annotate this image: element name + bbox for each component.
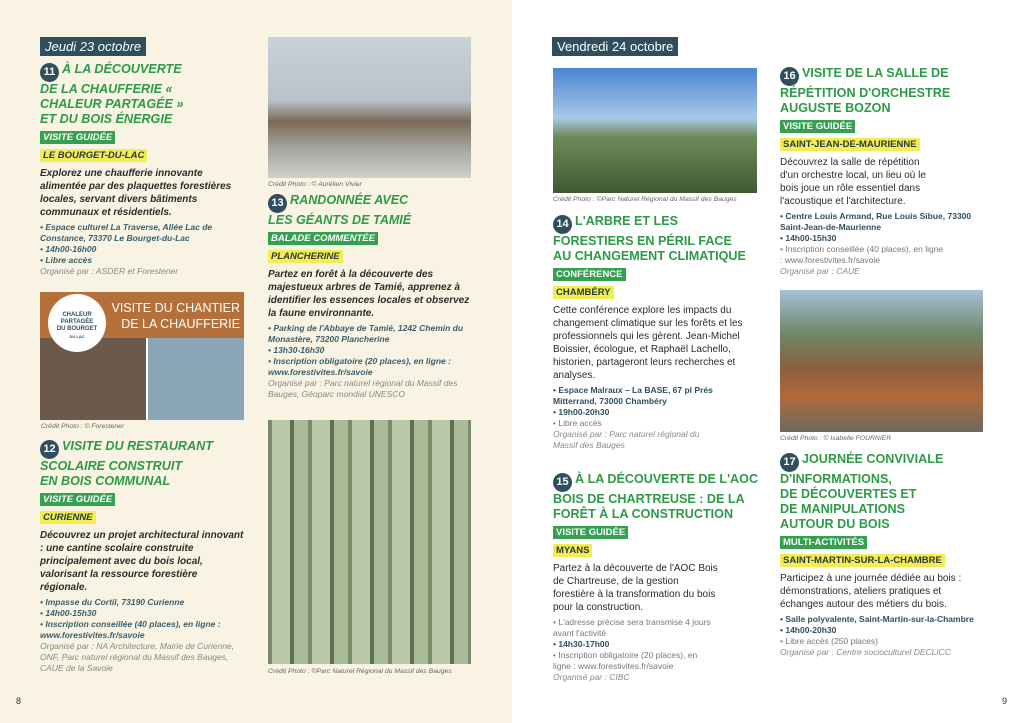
address-note: • L'adresse précise sera transmise 4 jours avant l'activité [553, 617, 711, 638]
chaleur-partagee-logo: CHALEUR PARTAGÉE DU BOURGET DU LAC [48, 294, 106, 352]
event-title [40, 62, 246, 127]
event-description: Explorez une chaufferie innovante alimentée par des plaquettes forestières locales, servant divers bâtiments communaux et résidentiels. [40, 168, 232, 218]
organizer: Organisé par : CIBC [553, 672, 630, 682]
event-number: 12 [40, 440, 59, 459]
event-description: Découvrez la salle de répétition d'un orchestre local, un lieu où le bois joue un rôle essentiel dans l'acoustique et l'architecture. [780, 157, 926, 207]
forest-photo [268, 420, 471, 664]
day-header: Jeudi 23 octobre [40, 37, 146, 56]
event-number: 15 [553, 473, 572, 492]
location-badge: CURIENNE [40, 511, 96, 524]
registration: • Inscription obligatoire (20 places), en ligne : www.forestivites.fr/savoie [268, 356, 451, 377]
event-details [268, 323, 480, 400]
photo-credit: Crédit Photo : ©Parc Naturel Régional du Massif des Bauges [553, 196, 737, 203]
access: • Libre accès [553, 418, 602, 428]
banner-title: VISITE DU CHANTIER DE LA CHAUFFERIE [111, 301, 240, 331]
title-line: DE LA CHAUFFERIE « [40, 82, 173, 96]
event-details [553, 617, 713, 683]
address: • Parking de l'Abbaye de Tamié, 1242 Chemin du Monastère, 73200 Plancherine [268, 323, 464, 344]
address: • Espace culturel La Traverse, Allée Lac de Constance, 73370 Le Bourget-du-Lac [40, 222, 213, 243]
event-type-badge: VISITE GUIDÉE [780, 120, 855, 133]
event-title: 17 JOURNÉE CONVIVIALE D'INFORMATIONS, DE DÉCOUVERTES ET DE MANIPULATIONS AUTOUR DU BOIS [780, 452, 944, 531]
time: • 13h30-16h30 [268, 345, 325, 355]
organizer: Organisé par : ASDER et Forestener [40, 266, 179, 276]
location-badge: MYANS [553, 544, 592, 557]
column-1 [40, 37, 246, 277]
event-title: 16 VISITE DE LA SALLE DE RÉPÉTITION D'ORCHESTRE AUGUSTE BOZON [780, 66, 951, 115]
organizer: Organisé par : CAUE [780, 266, 860, 276]
registration: • Inscription conseillée (40 places), en ligne : www.forestivites.fr/savoie [780, 244, 944, 265]
column-4-event-17 [780, 452, 995, 658]
time: • 14h00-15h30 [780, 233, 837, 243]
address: • Espace Malraux – La BASE, 67 pl Prés Mitterrand, 73000 Chambéry [553, 385, 713, 406]
organizer: Organisé par : Centre socioculturel DECLICC [780, 647, 952, 657]
page-number: 8 [16, 696, 22, 706]
event-type-badge: BALADE COMMENTÉE [268, 232, 378, 245]
photo-credit: Crédit Photo : ©Parc Naturel Régional du Massif des Bauges [268, 668, 452, 675]
location-badge: CHAMBÉRY [553, 286, 614, 299]
event-details [40, 597, 246, 674]
column-1-event-12 [40, 439, 246, 674]
title-line: À LA DÉCOUVERTE [62, 62, 182, 76]
event-number: 14 [553, 215, 572, 234]
photo-credit: Crédit Photo : © Forestener [41, 423, 125, 430]
time: • 14h00-16h00 [40, 244, 97, 254]
location-badge: PLANCHERINE [268, 250, 343, 263]
event-description: Participez à une journée dédiée au bois : démonstrations, ateliers pratiques et échanges autour des métiers du bois. [780, 573, 962, 610]
event-details [780, 211, 990, 277]
column-2 [268, 193, 480, 400]
event-title: 14 L'ARBRE ET LES FORESTIERS EN PÉRIL FACE AU CHANGEMENT CLIMATIQUE [553, 214, 746, 263]
access: • Libre accès (250 places) [780, 636, 878, 646]
event-description: Cette conférence explore les impacts du changement climatique sur les forêts et les professionnels qui les gèrent. Jean-Michel Boissier, écologue, et Raphaël Lachello, historien, partageront leurs recherches et analyses. [553, 305, 743, 381]
chantier-banner-image [40, 292, 244, 420]
event-details [40, 222, 246, 277]
page-number: 9 [1002, 696, 1008, 706]
event-description: Partez à la découverte de l'AOC Bois de Chartreuse, de la gestion forestière à la transformation du bois pour la construction. [553, 563, 718, 613]
event-title: 12 VISITE DU RESTAURANT SCOLAIRE CONSTRUIT EN BOIS COMMUNAL [40, 439, 213, 488]
event-type-badge: MULTI-ACTIVITÉS [780, 536, 867, 549]
event-type-badge: VISITE GUIDÉE [40, 131, 115, 144]
event-title: 13 RANDONNÉE AVEC LES GÉANTS DE TAMIÉ [268, 193, 412, 227]
dead-trees-photo [553, 68, 757, 193]
right-page [512, 0, 1024, 723]
event-number: 13 [268, 194, 287, 213]
address: • Centre Louis Armand, Rue Louis Sibue, 73300 Saint-Jean-de-Maurienne [780, 211, 972, 232]
location-badge: LE BOURGET-DU-LAC [40, 149, 147, 162]
access: • Libre accès [40, 255, 93, 265]
event-description: Découvrez un projet architectural innovant : une cantine scolaire construite principalement avec du bois local, valorisant la ressource forestière régionale. [40, 530, 244, 593]
address: • Impasse du Cortil, 73190 Curienne [40, 597, 185, 607]
event-details [780, 614, 995, 658]
time: • 14h00-15h30 [40, 608, 97, 618]
column-3-event-14 [553, 214, 768, 451]
event-type-badge: VISITE GUIDÉE [40, 493, 115, 506]
organizer: Organisé par : NA Architecture, Mairie de Curienne, ONF, Parc naturel régional du Massif des Bauges, CAUE de la Savoie [40, 641, 235, 673]
registration: • Inscription conseillée (40 places), en ligne : www.forestivites.fr/savoie [40, 619, 221, 640]
day-header: Vendredi 24 octobre [552, 37, 678, 56]
column-3 [552, 37, 758, 62]
organizer: Organisé par : Parc naturel régional du Massif des Bauges, Géoparc mondial UNESCO [268, 378, 458, 399]
event-number: 16 [780, 67, 799, 86]
title-line: ET DU BOIS ÉNERGIE [40, 112, 173, 126]
event-type-badge: CONFÉRENCE [553, 268, 626, 281]
column-3-event-15 [553, 472, 768, 683]
organizer: Organisé par : Parc naturel régional du Massif des Bauges [553, 429, 700, 450]
event-title: 15 À LA DÉCOUVERTE DE L'AOC BOIS DE CHARTREUSE : DE LA FORÊT À LA CONSTRUCTION [553, 472, 759, 521]
concert-hall-photo [780, 290, 983, 432]
time: • 19h00-20h30 [553, 407, 610, 417]
time: • 14h00-20h30 [780, 625, 837, 635]
address: • Salle polyvalente, Saint-Martin-sur-la-Chambre [780, 614, 974, 624]
location-badge: SAINT-MARTIN-SUR-LA-CHAMBRE [780, 554, 945, 567]
photo-credit: Crédit Photo : © Isabelle FOURNIER [780, 435, 892, 442]
event-number: 17 [780, 453, 799, 472]
event-number: 11 [40, 63, 59, 82]
location-badge: SAINT-JEAN-DE-MAURIENNE [780, 138, 920, 151]
photo-credit: Crédit Photo : © Aurélien Vivier [268, 181, 362, 188]
event-type-badge: VISITE GUIDÉE [553, 526, 628, 539]
chalet-photo [268, 37, 471, 178]
column-4 [780, 66, 990, 277]
title-line: CHALEUR PARTAGÉE » [40, 97, 184, 111]
event-details [553, 385, 768, 451]
registration: • Inscription obligatoire (20 places), en ligne : www.forestivites.fr/savoie [553, 650, 698, 671]
time: • 14h30-17h00 [553, 639, 610, 649]
event-description: Partez en forêt à la découverte des majestueux arbres de Tamié, apprenez à identifier les essences locales et observez la faune environnante. [268, 269, 470, 319]
